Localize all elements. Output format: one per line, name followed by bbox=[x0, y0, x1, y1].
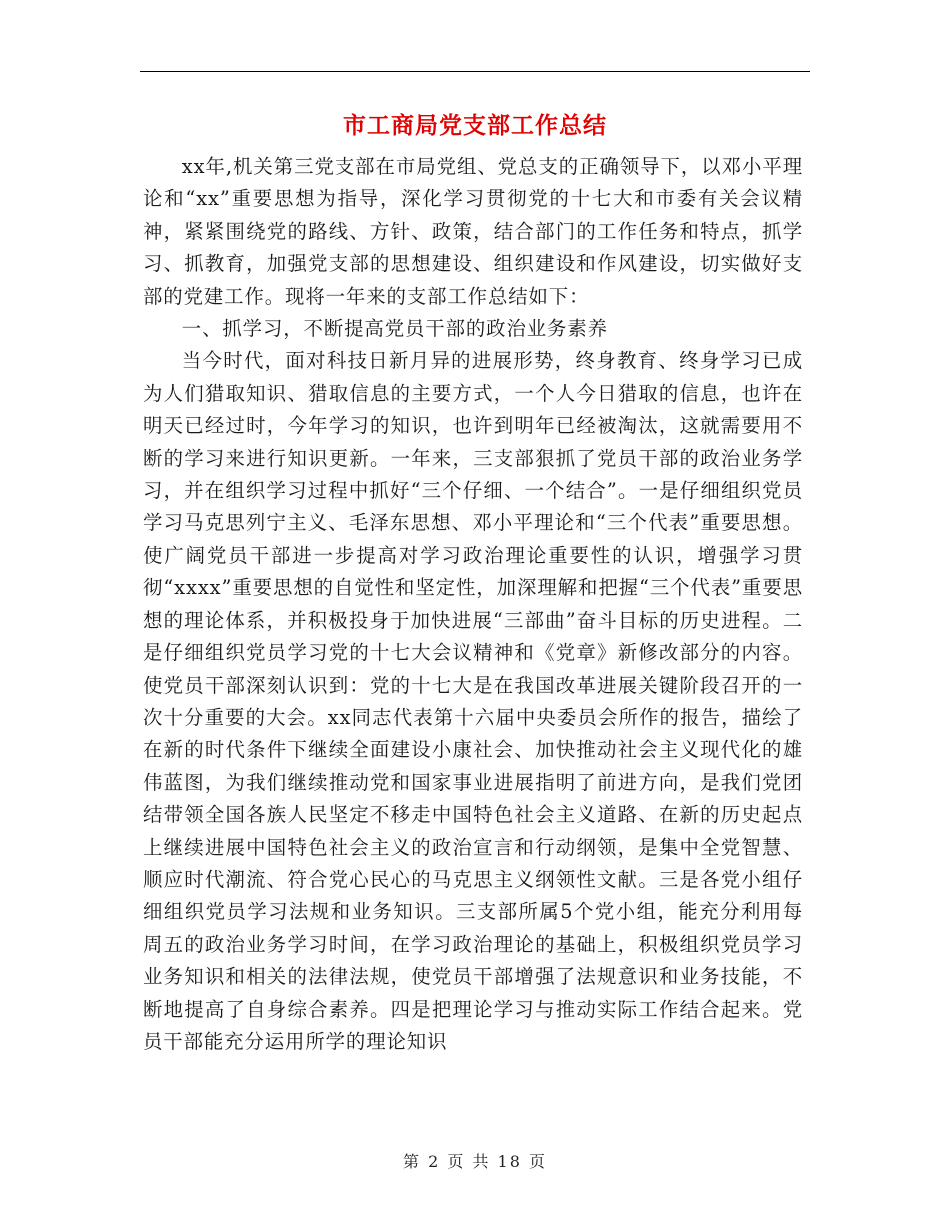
document-title: 市工商局党支部工作总结 bbox=[343, 112, 607, 139]
header-rule bbox=[140, 71, 810, 72]
document-body bbox=[143, 151, 803, 1111]
page-number: 第 2 页 共 18 页 bbox=[403, 1152, 547, 1171]
body-paragraph: 当今时代，面对科技日新月异的进展形势，终身教育、终身学习已成为人们猎取知识、猎取信息的主要方式，一个人今日猎取的信息，也许在明天已经过时，今年学习的知识，也许到明年已经被淘汰，这就需要用不断的学习来进行知识更新。一年来，三支部狠抓了党员干部的政治业务学习，并在组织学习过程中抓好“三个仔细、一个结合”。一是仔细组织党员学习马克思列宁主义、毛泽东思想、邓小平理论和“三个代表”重要思想。使广阔党员干部进一步提高对学习政治理论重要性的认识，增强学习贯彻“xxxx”重要思想的自觉性和坚定性，加深理解和把握“三个代表”重要思想的理论体系，并积极投身于加快进展“三部曲”奋斗目标的历史进程。二是仔细组织党员学习党的十七大会议精神和《党章》新修改部分的内容。使党员干部深刻认识到：党的十七大是在我国改革进展关键阶段召开的一次十分重要的大会。xx同志代表第十六届中央委员会所作的报告，描绘了在新的时代条件下继续全面建设小康社会、加快推动社会主义现代化的雄伟蓝图，为我们继续推动党和国家事业进展指明了前进方向，是我们党团结带领全国各族人民坚定不移走中国特色社会主义道路、在新的历史起点上继续进展中国特色社会主义的政治宣言和行动纲领，是集中全党智慧、顺应时代潮流、符合党心民心的马克思主义纲领性文献。三是各党小组仔细组织党员学习法规和业务知识。三支部所属5个党小组，能充分利用每周五的政治业务学习时间，在学习政治理论的基础上，积极组织党员学习业务知识和相关的法律法规，使党员干部增强了法规意识和业务技能，不断地提高了自身综合素养。四是把理论学习与推动实际工作结合起来。党员干部能充分运用所学的理论知识 bbox=[143, 349, 803, 1053]
intro-paragraph: xx年,机关第三党支部在市局党组、党总支的正确领导下，以邓小平理论和“xx”重要思想为指导，深化学习贯彻党的十七大和市委有关会议精神，紧紧围绕党的路线、方针、政策，结合部门的工作任务和特点，抓学习、抓教育，加强党支部的思想建设、组织建设和作风建设，切实做好支部的党建工作。现将一年来的支部工作总结如下： bbox=[143, 155, 803, 308]
section-heading: 一、抓学习，不断提高党员干部的政治业务素养 bbox=[181, 317, 608, 341]
